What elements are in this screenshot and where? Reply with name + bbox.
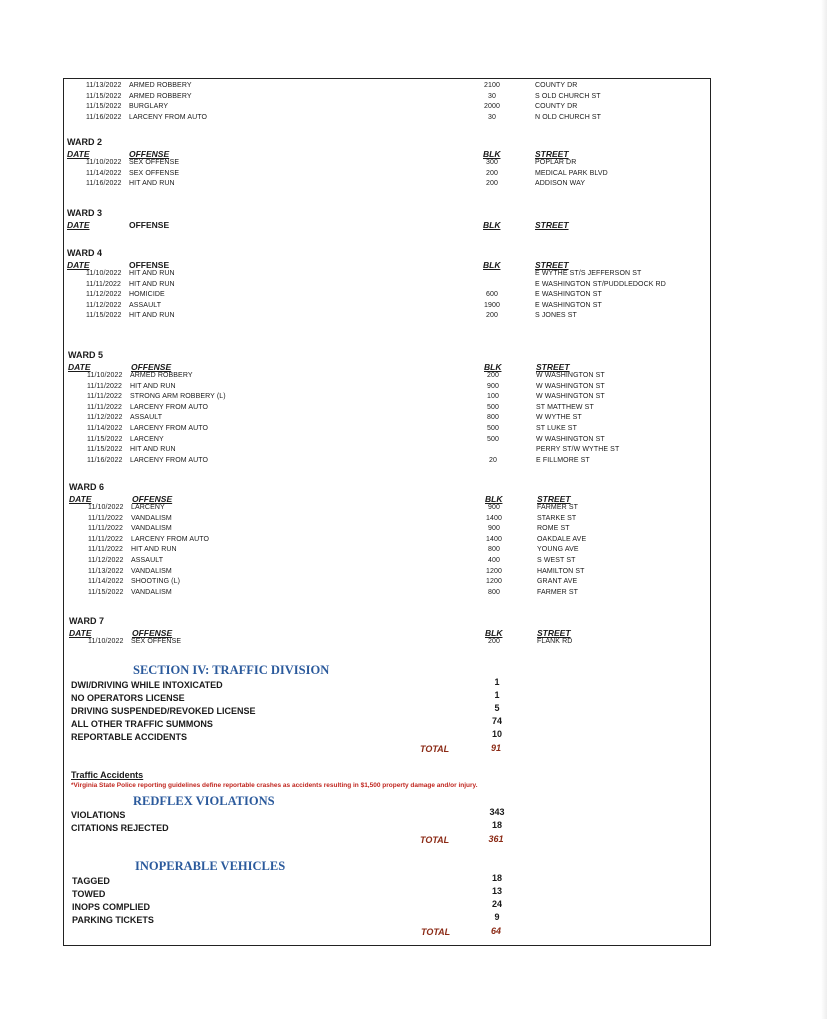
ward6-row-offense: VANDALISM xyxy=(131,567,172,575)
ward7-header-date: DATE xyxy=(69,628,92,638)
ward3-title: WARD 3 xyxy=(67,208,103,218)
ward6-row-date: 11/11/2022 xyxy=(88,535,123,543)
ward4-row-street: E WASHINGTON ST/PUDDLEDOCK RD xyxy=(535,280,666,288)
traffic-item-value: 1 xyxy=(494,677,500,687)
ward2-row-date: 11/14/2022 xyxy=(86,169,122,177)
traffic-accidents-note: *Virginia State Police reporting guidelines define reportable crashes as accidents resulting in $1,500 property damage and/or injury. xyxy=(71,782,478,789)
ward2-title: WARD 2 xyxy=(67,137,103,147)
inop-item-value: 9 xyxy=(494,912,500,922)
ward2-row-offense: HIT AND RUN xyxy=(129,180,175,188)
ward5-row-offense: HIT AND RUN xyxy=(130,382,176,390)
inop-item-value: 13 xyxy=(491,886,502,896)
ward5-title: WARD 5 xyxy=(68,350,104,360)
traffic-item-label: ALL OTHER TRAFFIC SUMMONS xyxy=(71,719,213,729)
ward4-header-offense: OFFENSE xyxy=(129,260,170,270)
ward4-row-street: E WYTHE ST/S JEFFERSON ST xyxy=(535,270,642,277)
ward6-row-street: ROME ST xyxy=(537,525,570,533)
ward5-row-street: ST LUKE ST xyxy=(536,425,577,432)
ward2-row-offense: SEX OFFENSE xyxy=(129,159,180,166)
ward3-header-street: STREET xyxy=(535,220,569,230)
ward3-header-offense: OFFENSE xyxy=(129,220,170,230)
traffic-item-label: REPORTABLE ACCIDENTS xyxy=(71,732,188,742)
ward3-header-date: DATE xyxy=(67,220,90,230)
ward2-row-date: 11/10/2022 xyxy=(86,159,122,166)
ward6-row-date: 11/11/2022 xyxy=(88,514,123,522)
ward5-row-blk: 500 xyxy=(487,403,499,411)
ward1-row-date: 11/13/2022 xyxy=(86,82,122,89)
ward2-row-blk: 300 xyxy=(486,159,498,166)
ward6-row-street: FARMER ST xyxy=(537,588,578,596)
ward6-row-date: 11/12/2022 xyxy=(88,557,124,564)
ward1-row-blk: 2100 xyxy=(484,82,500,89)
ward5-row-street: W WASHINGTON ST xyxy=(536,393,605,401)
ward2-header-offense: OFFENSE xyxy=(129,149,170,159)
ward4-row-street: S JONES ST xyxy=(535,312,577,320)
ward1-row-blk: 2000 xyxy=(484,103,500,111)
report-frame xyxy=(63,78,711,946)
ward7-title: WARD 7 xyxy=(69,616,105,626)
redflex-total-label: TOTAL xyxy=(420,835,450,845)
inop-total-label: TOTAL xyxy=(421,927,451,937)
ward5-row-street: W WASHINGTON ST xyxy=(536,372,605,379)
ward6-row-date: 11/10/2022 xyxy=(88,504,124,511)
traffic-accidents-heading: Traffic Accidents xyxy=(71,770,144,780)
traffic-item-label: NO OPERATORS LICENSE xyxy=(71,693,185,703)
ward4-row-date: 11/15/2022 xyxy=(86,312,122,320)
ward6-header-street: STREET xyxy=(537,494,571,504)
ward2-row-date: 11/16/2022 xyxy=(86,180,122,188)
ward4-row-date: 11/10/2022 xyxy=(86,270,122,277)
ward6-row-offense: VANDALISM xyxy=(131,525,172,533)
ward2-row-offense: SEX OFFENSE xyxy=(129,169,180,177)
ward5-row-date: 11/15/2022 xyxy=(87,446,123,454)
ward1-row-offense: BURGLARY xyxy=(129,103,169,111)
ward6-row-blk: 900 xyxy=(488,525,500,533)
ward4-row-blk: 200 xyxy=(486,312,498,320)
ward1-row-offense: LARCENY FROM AUTO xyxy=(129,113,208,121)
ward4-header-date: DATE xyxy=(67,260,90,270)
ward6-row-offense: HIT AND RUN xyxy=(131,546,177,554)
ward1-row-date: 11/15/2022 xyxy=(86,92,122,100)
ward5-row-date: 11/10/2022 xyxy=(87,372,123,379)
ward6-row-offense: LARCENY xyxy=(131,504,165,511)
ward6-row-street: STARKE ST xyxy=(537,514,577,522)
ward5-row-street: W WASHINGTON ST xyxy=(536,382,605,390)
ward6-row-street: YOUNG AVE xyxy=(537,546,579,554)
ward7-header-street: STREET xyxy=(537,628,571,638)
ward6-row-street: FARMER ST xyxy=(537,504,578,511)
redflex-total-value: 361 xyxy=(488,834,504,844)
ward5-row-offense: STRONG ARM ROBBERY (L) xyxy=(130,393,226,401)
ward5-row-offense: ASSAULT xyxy=(130,414,163,422)
ward1-row-date: 11/16/2022 xyxy=(86,113,122,121)
ward4-row-offense: ASSAULT xyxy=(129,301,162,309)
ward2-row-blk: 200 xyxy=(486,169,498,177)
ward6-row-blk: 1200 xyxy=(486,567,502,575)
ward6-row-date: 11/13/2022 xyxy=(88,567,124,575)
ward5-row-street: E FILLMORE ST xyxy=(536,456,590,464)
ward5-row-blk: 500 xyxy=(487,435,499,443)
ward1-row-date: 11/15/2022 xyxy=(86,103,122,111)
traffic-item-value: 10 xyxy=(491,729,502,739)
ward4-header-street: STREET xyxy=(535,260,569,270)
ward1-row-offense: ARMED ROBBERY xyxy=(129,82,192,89)
inop-item-value: 24 xyxy=(491,899,502,909)
ward5-row-date: 11/15/2022 xyxy=(87,435,123,443)
ward5-row-date: 11/11/2022 xyxy=(87,403,122,411)
ward5-row-street: PERRY ST/W WYTHE ST xyxy=(536,446,620,454)
ward5-row-date: 11/11/2022 xyxy=(87,382,122,390)
traffic-item-label: DRIVING SUSPENDED/REVOKED LICENSE xyxy=(71,706,256,716)
ward5-header-blk: BLK xyxy=(484,362,502,372)
ward6-row-street: S WEST ST xyxy=(537,557,576,564)
ward4-row-blk: 600 xyxy=(486,291,498,299)
ward1-row-street: N OLD CHURCH ST xyxy=(535,113,602,121)
ward5-row-street: ST MATTHEW ST xyxy=(536,403,594,411)
ward6-row-blk: 400 xyxy=(488,557,500,564)
redflex-section-title: REDFLEX VIOLATIONS xyxy=(133,794,275,808)
ward6-header-offense: OFFENSE xyxy=(132,494,173,504)
ward5-row-offense: LARCENY FROM AUTO xyxy=(130,456,209,464)
ward6-title: WARD 6 xyxy=(69,482,105,492)
ward6-row-date: 11/14/2022 xyxy=(88,578,124,586)
traffic-total-value: 91 xyxy=(490,743,501,753)
ward4-row-street: E WASHINGTON ST xyxy=(535,291,602,299)
ward5-row-blk: 20 xyxy=(489,456,497,464)
ward5-row-offense: LARCENY FROM AUTO xyxy=(130,425,209,432)
ward4-row-offense: HIT AND RUN xyxy=(129,312,175,320)
ward4-row-offense: HIT AND RUN xyxy=(129,270,175,277)
inop-item-label: PARKING TICKETS xyxy=(72,915,154,925)
ward6-row-street: GRANT AVE xyxy=(537,578,578,586)
ward2-header-blk: BLK xyxy=(483,149,501,159)
ward5-row-offense: ARMED ROBBERY xyxy=(130,372,193,379)
ward5-row-blk: 200 xyxy=(487,372,499,379)
ward7-row-street: FLANK RD xyxy=(537,638,573,645)
redflex-item-value: 343 xyxy=(489,807,505,817)
ward5-row-offense: LARCENY xyxy=(130,435,164,443)
ward4-row-offense: HOMICIDE xyxy=(129,291,165,299)
ward2-row-blk: 200 xyxy=(486,180,498,188)
ward6-header-blk: BLK xyxy=(485,494,503,504)
traffic-total-label: TOTAL xyxy=(420,744,450,754)
ward5-row-blk: 800 xyxy=(487,414,499,422)
ward4-row-date: 11/12/2022 xyxy=(86,301,122,309)
ward4-row-blk: 1900 xyxy=(484,301,500,309)
inop-item-label: TOWED xyxy=(72,889,106,899)
inop-item-value: 18 xyxy=(491,873,502,883)
ward7-row-blk: 200 xyxy=(488,638,500,645)
ward6-row-street: HAMILTON ST xyxy=(537,567,585,575)
ward6-row-blk: 1200 xyxy=(486,578,502,586)
ward5-row-date: 11/12/2022 xyxy=(87,414,123,422)
ward1-row-blk: 30 xyxy=(488,92,496,100)
ward5-row-offense: LARCENY FROM AUTO xyxy=(130,403,209,411)
ward6-row-street: OAKDALE AVE xyxy=(537,535,587,543)
ward1-row-blk: 30 xyxy=(488,113,496,121)
ward6-row-offense: VANDALISM xyxy=(131,514,172,522)
ward7-header-offense: OFFENSE xyxy=(132,628,173,638)
ward7-header-blk: BLK xyxy=(485,628,503,638)
traffic-item-value: 74 xyxy=(491,716,502,726)
ward2-header-street: STREET xyxy=(535,149,569,159)
ward6-row-date: 11/11/2022 xyxy=(88,546,123,554)
ward4-title: WARD 4 xyxy=(67,248,103,258)
ward1-row-street: COUNTY DR xyxy=(535,82,578,89)
ward5-row-street: W WYTHE ST xyxy=(536,414,582,422)
ward5-row-blk: 900 xyxy=(487,382,499,390)
ward4-header-blk: BLK xyxy=(483,260,501,270)
ward5-row-blk: 100 xyxy=(487,393,499,401)
inop-item-label: TAGGED xyxy=(72,876,110,886)
ward3-header-blk: BLK xyxy=(483,220,501,230)
ward4-row-date: 11/12/2022 xyxy=(86,291,122,299)
ward1-row-street: S OLD CHURCH ST xyxy=(535,92,601,100)
redflex-item-label: VIOLATIONS xyxy=(71,810,126,820)
ward6-header-date: DATE xyxy=(69,494,92,504)
redflex-item-label: CITATIONS REJECTED xyxy=(71,823,169,833)
inop-item-label: INOPS COMPLIED xyxy=(72,902,151,912)
ward6-row-blk: 900 xyxy=(488,504,500,511)
ward4-row-offense: HIT AND RUN xyxy=(129,280,175,288)
ward2-row-street: MEDICAL PARK BLVD xyxy=(535,169,608,177)
ward2-row-street: ADDISON WAY xyxy=(535,180,586,188)
ward7-row-date: 11/10/2022 xyxy=(88,638,124,645)
ward6-row-blk: 1400 xyxy=(486,514,502,522)
ward6-row-offense: VANDALISM xyxy=(131,588,172,596)
ward5-row-date: 11/16/2022 xyxy=(87,456,123,464)
ward6-row-offense: ASSAULT xyxy=(131,557,164,564)
ward1-row-offense: ARMED ROBBERY xyxy=(129,92,192,100)
traffic-item-label: DWI/DRIVING WHILE INTOXICATED xyxy=(71,680,223,690)
ward6-row-blk: 800 xyxy=(488,546,500,554)
inop-section-title: INOPERABLE VEHICLES xyxy=(135,859,286,873)
traffic-section-title: SECTION IV: TRAFFIC DIVISION xyxy=(133,663,330,677)
ward4-row-date: 11/11/2022 xyxy=(86,280,121,288)
ward5-row-date: 11/11/2022 xyxy=(87,393,122,401)
ward7-row-offense: SEX OFFENSE xyxy=(131,638,182,645)
traffic-item-value: 5 xyxy=(494,703,500,713)
ward6-row-offense: SHOOTING (L) xyxy=(131,578,181,586)
ward6-row-blk: 1400 xyxy=(486,535,502,543)
ward2-header-date: DATE xyxy=(67,149,90,159)
ward5-row-offense: HIT AND RUN xyxy=(130,446,176,454)
ward1-row-street: COUNTY DR xyxy=(535,103,578,111)
ward5-row-street: W WASHINGTON ST xyxy=(536,435,605,443)
ward6-row-date: 11/15/2022 xyxy=(88,588,124,596)
ward6-row-offense: LARCENY FROM AUTO xyxy=(131,535,210,543)
ward2-row-street: POPLAR DR xyxy=(535,159,577,166)
ward5-row-date: 11/14/2022 xyxy=(87,425,123,432)
ward5-row-blk: 500 xyxy=(487,425,499,432)
redflex-item-value: 18 xyxy=(491,820,502,830)
ward4-row-street: E WASHINGTON ST xyxy=(535,301,602,309)
ward6-row-blk: 800 xyxy=(488,588,500,596)
page-edge-shadow xyxy=(821,0,827,1019)
traffic-item-value: 1 xyxy=(494,690,500,700)
ward5-header-street: STREET xyxy=(536,362,570,372)
ward5-header-date: DATE xyxy=(68,362,91,372)
inop-total-value: 64 xyxy=(490,926,501,936)
ward5-header-offense: OFFENSE xyxy=(131,362,172,372)
ward6-row-date: 11/11/2022 xyxy=(88,525,123,533)
